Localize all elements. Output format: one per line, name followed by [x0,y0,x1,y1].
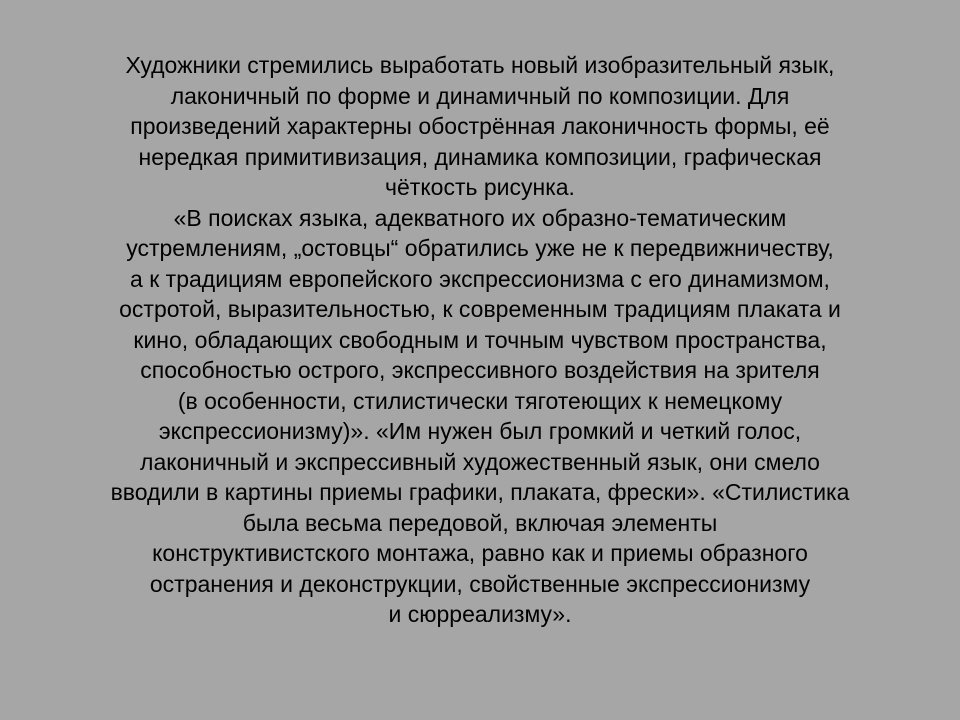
text-line-7: устремлениям, „остовцы“ обратились уже не к передвижничеству, [126,235,834,261]
text-line-15: вводили в картины приемы графики, плаката, фрески». «Стилистика [110,479,850,505]
text-line-18: остранения и деконструкции, свойственные экспрессионизму [149,570,811,597]
text-line-11: способностью острого, экспрессивного воздействия на зрителя [140,357,820,383]
text-line-10: кино, обладающих свободным и точным чувством пространства, [133,326,827,353]
text-line-13: экспрессионизму)». «Им нужен был громкий и четкий голос, [158,418,802,444]
text-line-3: произведений характерны обострённая лаконичность формы, её [130,113,830,139]
text-line-4: нередкая примитивизация, динамика композиции, графическая [138,143,822,170]
text-line-9: остротой, выразительностью, к современным традициям плаката и [119,296,841,322]
text-line-16: была весьма передовой, включая элементы [242,509,718,536]
text-line-14: лаконичный и экспрессивный художественный язык, они смело [140,448,820,475]
text-line-19: и сюрреализму». [388,601,572,627]
text-line-8: а к традициям европейского экспрессионизма с его динамизмом, [130,265,830,292]
text-line-1: Художники стремились выработать новый изобразительный язык, [125,52,835,78]
text-line-2: лаконичный по форме и динамичный по композиции. Для [170,82,790,109]
text-line-6: «В поисках языка, адекватного их образно-тематическим [173,204,787,231]
text-line-5: чёткость рисунка. [385,174,575,200]
text-line-12: (в особенности, стилистически тяготеющих к немецкому [177,387,783,414]
slide-body-text [0,50,960,630]
text-line-17: конструктивистского монтажа, равно как и приемы образного [152,540,808,566]
